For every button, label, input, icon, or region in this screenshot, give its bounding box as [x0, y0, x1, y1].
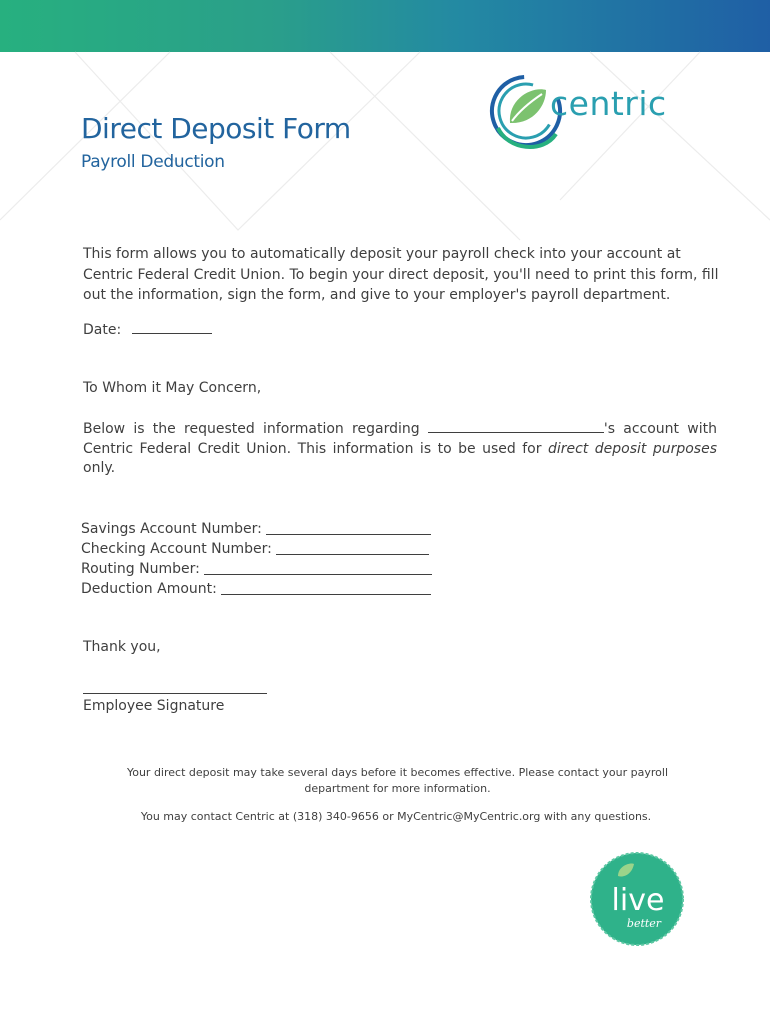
- routing-number-field[interactable]: [81, 559, 432, 579]
- closing: Thank you,: [83, 639, 161, 655]
- effective-note: Your direct deposit may take several days before it becomes effective. Please contact your payroll department for more information.: [126, 766, 669, 795]
- request-text-before: Below is the requested information regarding: [83, 421, 420, 437]
- account-holder-blank[interactable]: [428, 432, 604, 433]
- signature-line[interactable]: [83, 693, 267, 694]
- live-better-badge: [588, 850, 686, 948]
- page-subtitle: Payroll Deduction: [81, 152, 225, 172]
- deduction-amount-field[interactable]: [81, 579, 431, 599]
- request-paragraph: [83, 420, 717, 479]
- routing-number-blank[interactable]: [204, 574, 432, 575]
- request-text-after: 's account with Centric Federal Credit Union. This information is to be used for: [83, 421, 717, 457]
- date-blank[interactable]: [132, 333, 212, 334]
- intro-paragraph: This form allows you to automatically deposit your payroll check into your account at Centric Federal Credit Union. To begin your direct deposit, you'll need to print this form, fill out the information, sign the form, and give to your employer's payroll department.: [83, 246, 719, 303]
- contact-info: You may contact Centric at (318) 340-9656 or MyCentric@MyCentric.org with any questions.: [140, 810, 652, 823]
- checking-account-field[interactable]: [81, 539, 429, 559]
- checking-account-blank[interactable]: [276, 554, 429, 555]
- logo-wordmark: centric: [550, 84, 667, 123]
- date-label: Date:: [83, 322, 122, 338]
- checking-account-label: Checking Account Number:: [81, 541, 272, 557]
- page-title: Direct Deposit Form: [81, 112, 351, 145]
- savings-account-blank[interactable]: [266, 534, 431, 535]
- request-text-end: only.: [83, 460, 116, 476]
- account-fields: [81, 519, 432, 599]
- savings-account-label: Savings Account Number:: [81, 521, 262, 537]
- salutation: To Whom it May Concern,: [83, 380, 262, 396]
- routing-number-label: Routing Number:: [81, 561, 200, 577]
- deduction-amount-label: Deduction Amount:: [81, 581, 217, 597]
- badge-main-text: live: [611, 883, 665, 918]
- savings-account-field[interactable]: [81, 519, 431, 539]
- signature-label: Employee Signature: [83, 698, 225, 714]
- deduction-amount-blank[interactable]: [221, 594, 431, 595]
- date-field[interactable]: [83, 322, 212, 338]
- request-emphasis: direct deposit purposes: [547, 440, 717, 457]
- badge-sub-text: better: [626, 917, 662, 930]
